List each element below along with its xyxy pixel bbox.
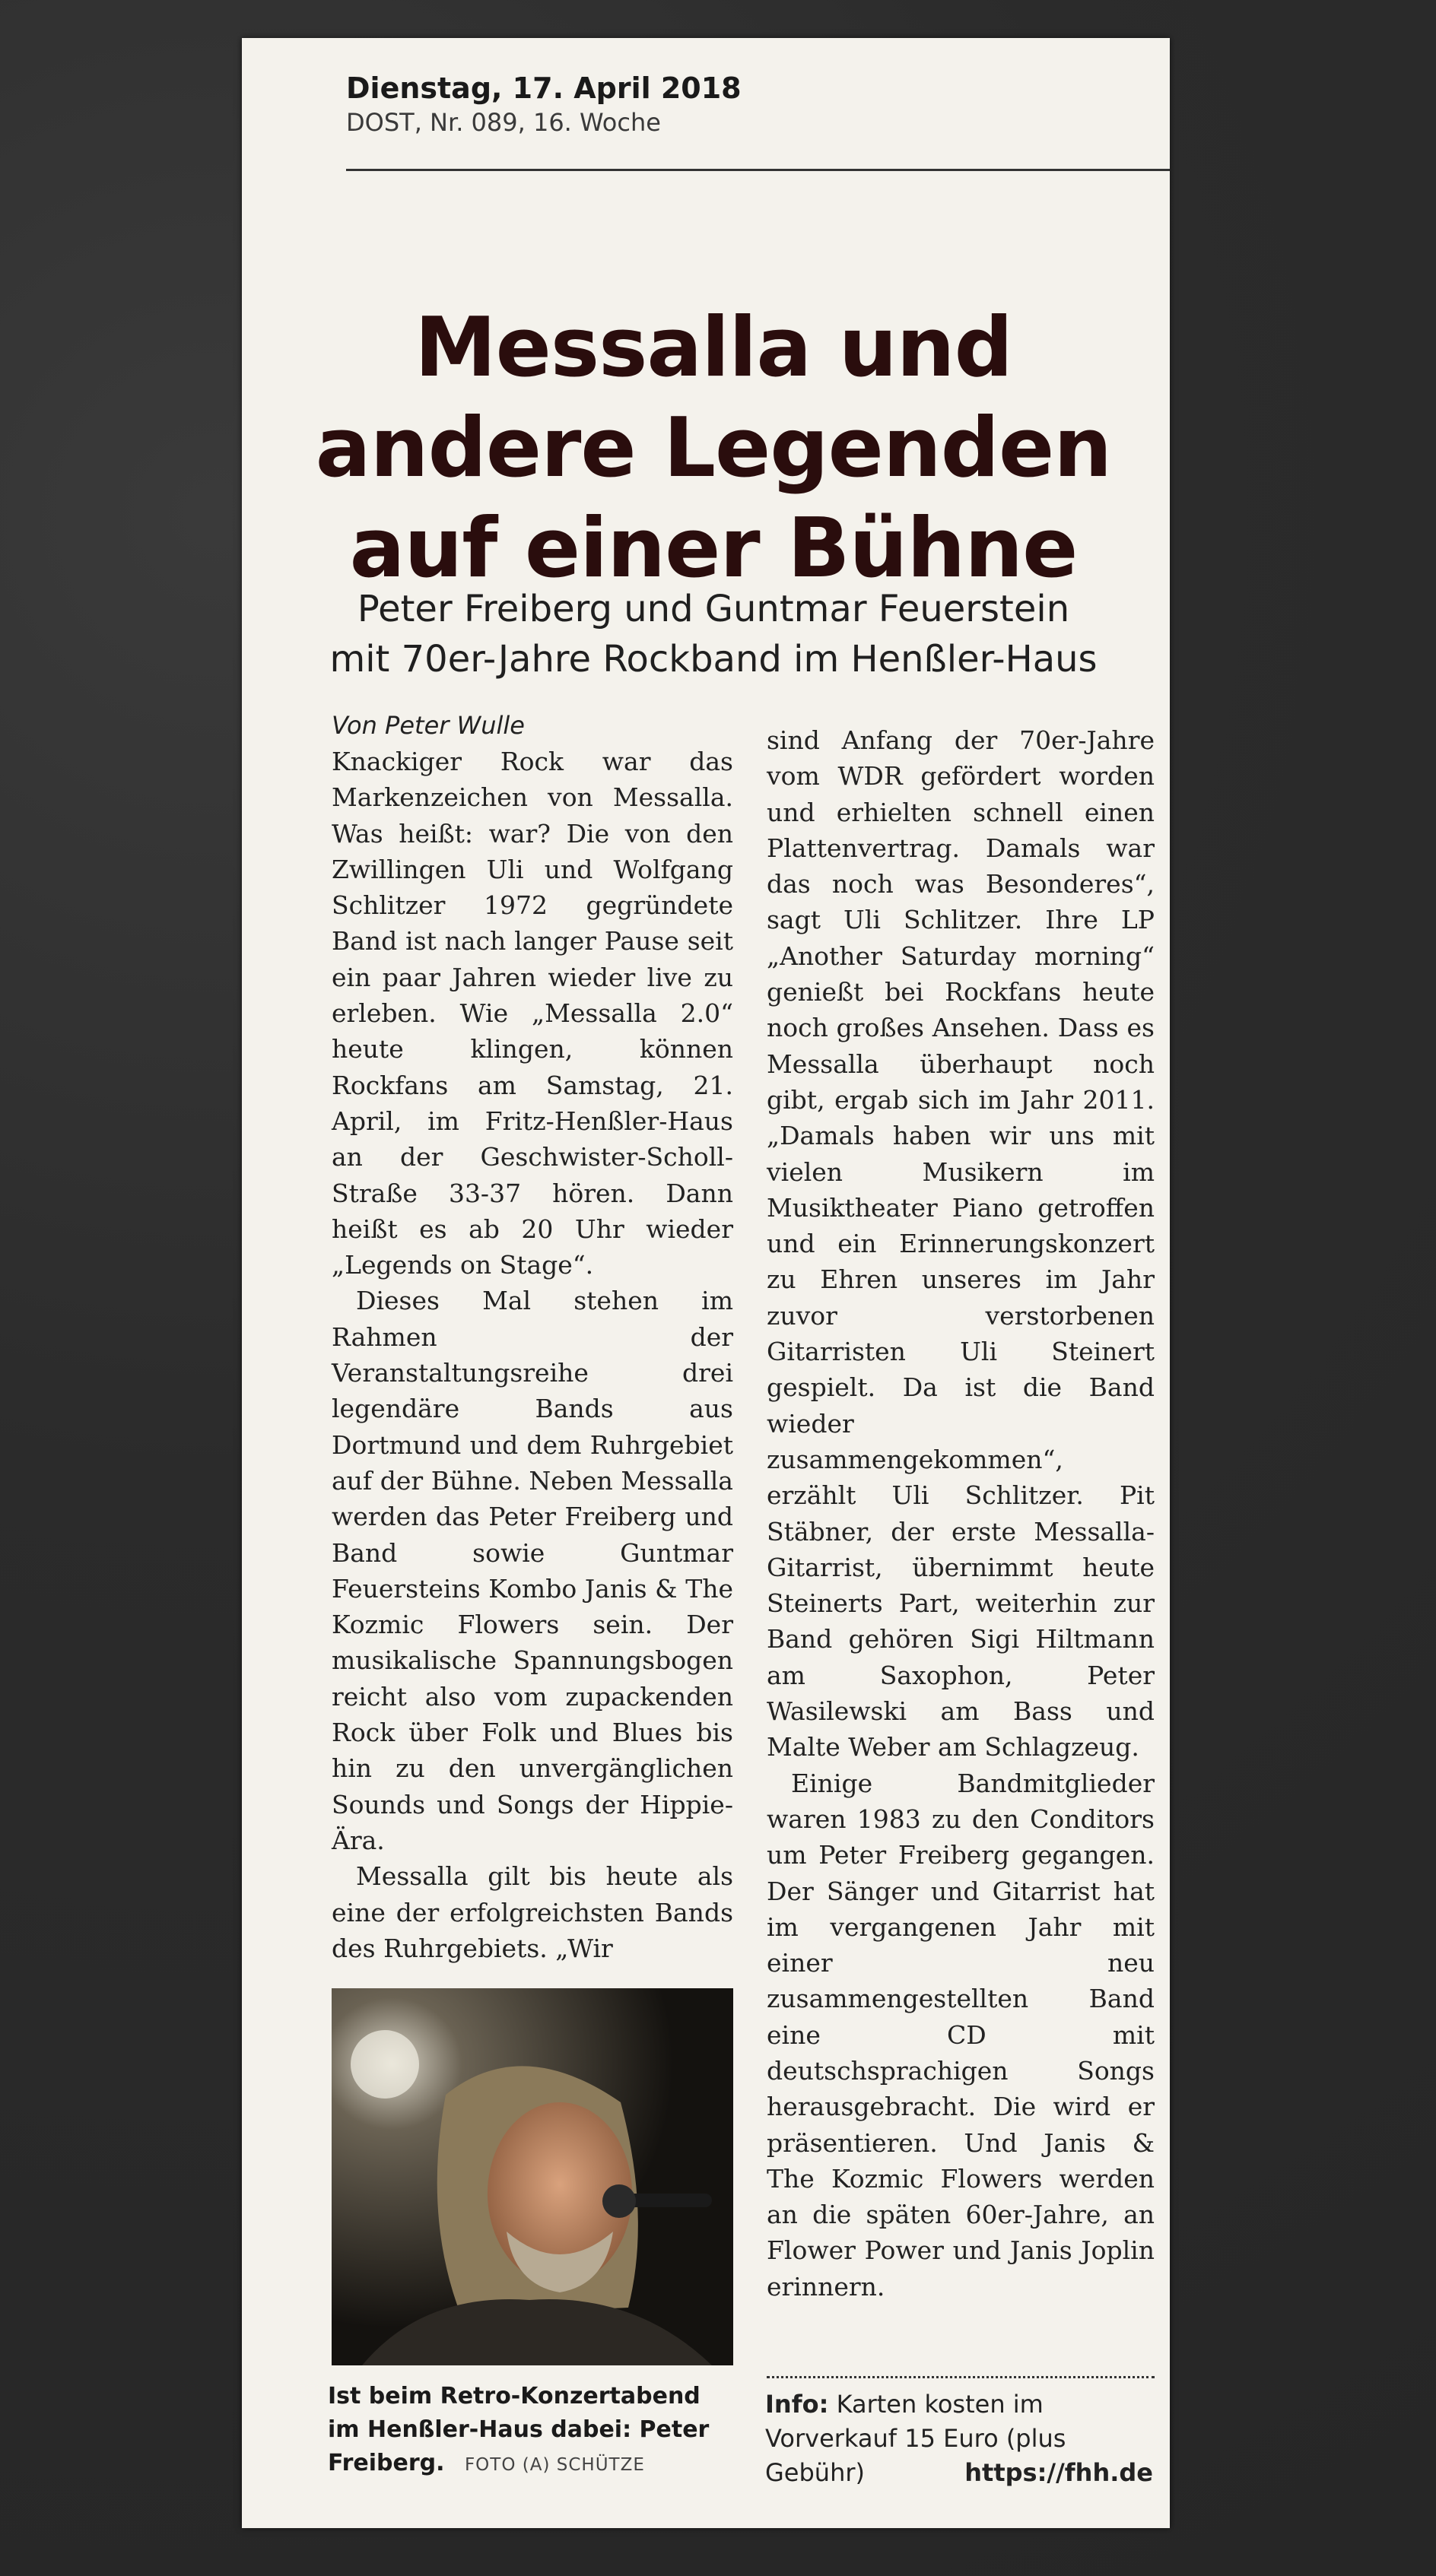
info-url: https://fhh.de (964, 2458, 1153, 2487)
article-paragraph-1: Knackiger Rock war das Markenzeichen von Messalla. Was heißt: war? Die von den Zwillingen Uli und Wolfgang Schlitzer 1972 gegründete Band ist nach langer Pause seit ein paar Jahren wieder live zu erleben. Wie „Messalla 2.0“ heute klingen, können Rockfans am Samstag, 21. April, im Fritz-Henßler-Haus an der Geschwister-Scholl-Straße 33-37 hören. Dann heißt es ab 20 Uhr wieder „Legends on Stage“. (332, 747, 733, 1280)
headline-line-1: Messalla und (415, 300, 1012, 396)
headline-line-3: auf einer Bühne (349, 501, 1078, 597)
photo-caption-text: Ist beim Retro-Konzertabend im Henßler-Haus dabei: Peter Freiberg. (328, 2383, 710, 2476)
info-box (765, 2387, 1161, 2490)
header-divider (346, 169, 1170, 171)
singer-photo-illustration (332, 1988, 733, 2365)
article-subheadline (272, 584, 1155, 684)
article-paragraph-3: Messalla gilt bis heute als eine der erfolgreichsten Bands des Ruhrgebiets. „Wir (332, 1861, 733, 1963)
article-column-right (767, 722, 1155, 2305)
photo-caption (328, 2380, 739, 2482)
article-paragraph-4: sind Anfang der 70er-Jahre vom WDR gefördert worden und erhielten schnell einen Plattenvertrag. Damals war das noch was Besonderes“, sagt Uli Schlitzer. Ihre LP „Another Saturday morning“ genießt bei Rockfans heute noch großes Ansehen. Dass es Messalla überhaupt noch gibt, ergab sich im Jahr 2011. „Damals haben wir uns mit vielen Musikern im Musiktheater Piano getroffen und ein Erinnerungskonzert zu Ehren unseres im Jahr zuvor verstorbenen Gitarristen Uli Steinert gespielt. Da ist die Band wieder zusammengekommen“, erzählt Uli Schlitzer. Pit Stäbner, der erste Messalla-Gitarrist, übernimmt heute Steinerts Part, weiterhin zur Band gehören Sigi Hiltmann am Saxophon, Peter Wasilewski am Bass und Malte Weber am Schlagzeug. (767, 725, 1155, 1762)
article-paragraph-2: Dieses Mal stehen im Rahmen der Veranstaltungsreihe drei legendäre Bands aus Dortmund und dem Ruhrgebiet auf der Bühne. Neben Messalla werden das Peter Freiberg und Band sowie Guntmar Feuersteins Kombo Janis & The Kozmic Flowers sein. Der musikalische Spannungsbogen reicht also vom zupackenden Rock über Folk und Blues bis hin zu den unvergänglichen Sounds und Songs der Hippie-Ära. (332, 1286, 733, 1855)
article-paragraph-5: Einige Bandmitglieder waren 1983 zu den Conditors um Peter Freiberg gegangen. Der Sänger und Gitarrist hat im vergangenen Jahr mit einer neu zusammengestellten Band eine CD mit deutschsprachigen Songs herausgebracht. Die wird er präsentieren. Und Janis & The Kozmic Flowers werden an die späten 60er-Jahre, an Flower Power und Janis Joplin erinnern. (767, 1768, 1155, 2302)
headline-line-2: andere Legenden (315, 401, 1112, 496)
newspaper-clipping (242, 38, 1170, 2528)
article-headline (272, 298, 1155, 599)
byline: Von Peter Wulle (332, 711, 525, 740)
subheadline-line-1: Peter Freiberg und Guntmar Feuerstein (357, 588, 1070, 630)
concert-photo (332, 1988, 733, 2365)
masthead (346, 70, 1170, 138)
photo-credit: FOTO (A) SCHÜTZE (464, 2455, 645, 2475)
issue-date: Dienstag, 17. April 2018 (346, 71, 742, 105)
article-column-left (332, 707, 733, 1966)
info-text: Karten kosten im Vorverkauf 15 Euro (plus Gebühr) (765, 2390, 1066, 2487)
info-label: Info: (765, 2390, 829, 2419)
info-divider (767, 2376, 1155, 2378)
subheadline-line-2: mit 70er-Jahre Rockband im Henßler-Haus (329, 638, 1098, 680)
issue-edition: DOST, Nr. 089, 16. Woche (346, 108, 661, 137)
